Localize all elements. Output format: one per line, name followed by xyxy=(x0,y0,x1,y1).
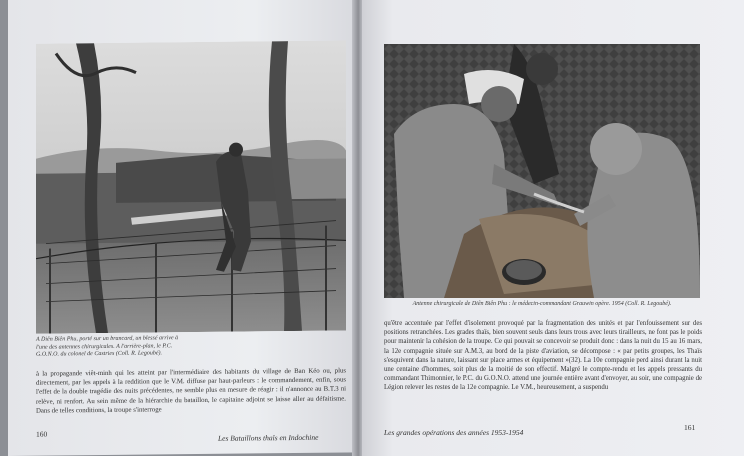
surgery-photo xyxy=(384,44,700,298)
running-head: Les grandes opérations des années 1953-1954 xyxy=(384,428,524,437)
body-text: à la propagande viêt-minh qui les atteint par l'intermédiaire des habitants du village de Ban Kéo ou, plus directement, par les appels à la reddition que le V.M. diffuse par haut-parleurs : le commandement, enfin, sous l'effet de la double tragédie des nuits précédentes, ne semble plus en mesure de réagir : il n'annonce au B.T.3 ni relève, ni renfort. Au sein même de la hiérarchie du bataillon, le capitaine adjoint se laisse aller au défaitisme. Dans de telles conditions, la troupe s'interroge xyxy=(36,367,346,415)
right-page xyxy=(362,0,744,456)
photo-caption: Antenne chirurgicale de Diên Biên Phu : le médecin-commandant Grauwin opère. 1954 (Coll. R. Legoubé). xyxy=(412,301,672,307)
page-number: 160 xyxy=(36,429,48,439)
stretcher-photo xyxy=(36,40,346,333)
page-number: 161 xyxy=(684,423,696,432)
photo-caption: A Diên Biên Phu, porté sur un brancard, un blessé arrive à l'une des antennes chirurgicales. A l'arrière-plan, le P.C. G.O.N.O. du colonel de Castries (Coll. R. Legoubé). xyxy=(36,335,179,358)
left-page xyxy=(8,0,360,456)
running-head: Les Bataillons thaïs en Indochine xyxy=(218,432,319,443)
body-text: qu'être accentuée par l'effet d'isolement provoqué par la fragmentation des unités et par l'enfouissement sur des positions retranchées. Les grades thaïs, bien souvent seuls dans leurs trous avec leurs tirailleurs, ne font pas le poids pour maintenir la cohésion de la troupe. Ce qui pouvait se concevoir se produit donc : dans la nuit du 15 au 16 mars, la 12e compagnie située sur A.M.3, au bord de la piste d'aviation, se décompose : « par petits groupes, les Thaïs s'esquivent dans la nature, laissant sur place armes et équipement »(32). La 10e compagnie perd ainsi durant la nuit une centaine d'hommes, soit plus de la moitié de son effectif. Malgré le compte-rendu et les appels pressants du commandant Thimonnier, le P.C. du G.O.N.O. attend une journée entière avant d'envoyer, au soir, une compagnie de Légion relever les restes de la 12e compagnie. Le V.M., heureusement, a suspendu xyxy=(384,320,702,392)
